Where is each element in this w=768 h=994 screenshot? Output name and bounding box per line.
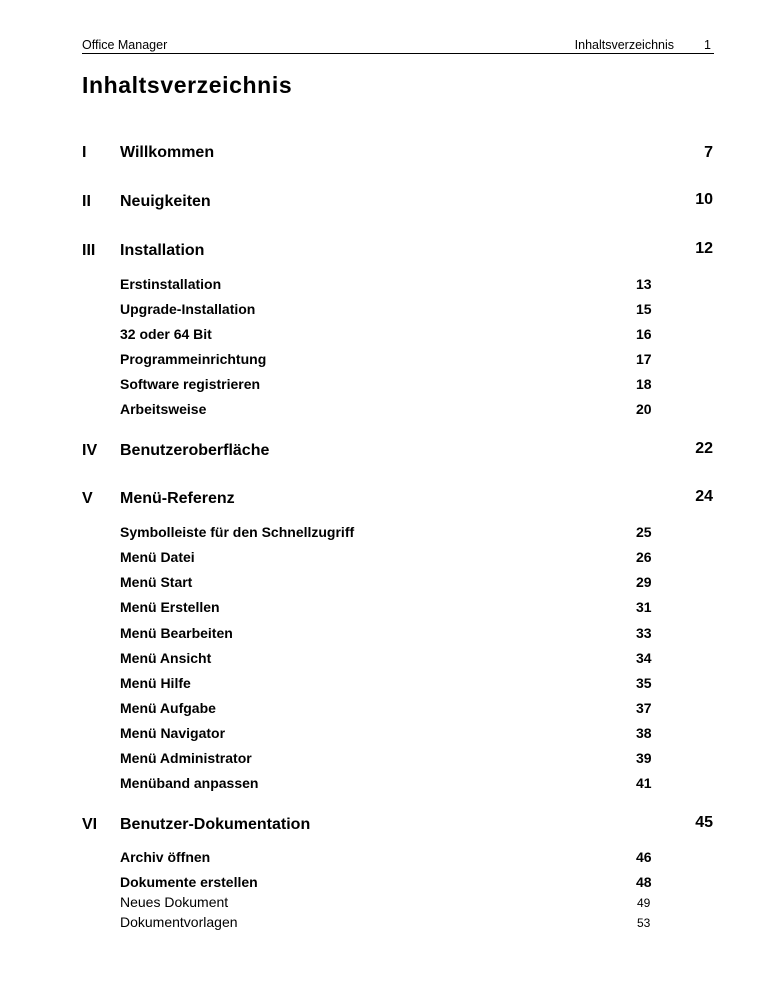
section-title[interactable]: Archiv öffnen xyxy=(120,849,211,865)
subsection-title[interactable]: Dokumentvorlagen xyxy=(120,914,238,930)
section-page-number: 33 xyxy=(636,625,652,641)
section-page-number: 46 xyxy=(636,849,652,865)
section-page-number: 13 xyxy=(636,276,652,292)
section-page-number: 15 xyxy=(636,301,652,317)
subsection-page-number: 49 xyxy=(637,896,651,910)
section-title[interactable]: Menü Navigator xyxy=(120,725,226,741)
chapter-title[interactable]: Menü-Referenz xyxy=(120,490,235,507)
header-page-number: 1 xyxy=(704,38,711,52)
section-page-number: 38 xyxy=(636,725,652,741)
section-title[interactable]: Menü Erstellen xyxy=(120,599,220,615)
section-page-number: 29 xyxy=(636,574,652,590)
section-title[interactable]: Symbolleiste für den Schnellzugriff xyxy=(120,524,355,540)
chapter-title[interactable]: Benutzeroberfläche xyxy=(120,442,270,459)
section-title[interactable]: Arbeitsweise xyxy=(120,401,207,417)
chapter-number: V xyxy=(82,490,93,507)
section-page-number: 18 xyxy=(636,376,652,392)
chapter-page-number: 22 xyxy=(695,440,713,457)
section-title[interactable]: Menü Administrator xyxy=(120,750,252,766)
section-page-number: 20 xyxy=(636,401,652,417)
section-title[interactable]: Menü Hilfe xyxy=(120,675,191,691)
chapter-page-number: 24 xyxy=(695,488,713,505)
chapter-page-number: 7 xyxy=(704,144,713,161)
section-page-number: 37 xyxy=(636,700,652,716)
section-title[interactable]: Dokumente erstellen xyxy=(120,874,258,890)
section-page-number: 31 xyxy=(636,599,652,615)
header-document-title: Office Manager xyxy=(82,38,168,52)
subsection-title[interactable]: Neues Dokument xyxy=(120,894,229,910)
chapter-title[interactable]: Willkommen xyxy=(120,144,215,161)
section-title[interactable]: Menü Ansicht xyxy=(120,650,212,666)
section-page-number: 26 xyxy=(636,549,652,565)
page-title: Inhaltsverzeichnis xyxy=(82,72,293,98)
section-title[interactable]: Menü Datei xyxy=(120,549,195,565)
section-page-number: 39 xyxy=(636,750,652,766)
section-title[interactable]: 32 oder 64 Bit xyxy=(120,326,212,342)
chapter-page-number: 10 xyxy=(695,191,713,208)
chapter-number: I xyxy=(82,144,87,161)
chapter-number: IV xyxy=(82,442,98,459)
subsection-page-number: 53 xyxy=(637,916,651,930)
section-page-number: 16 xyxy=(636,326,652,342)
chapter-page-number: 45 xyxy=(695,814,713,831)
section-page-number: 41 xyxy=(636,775,652,791)
section-page-number: 35 xyxy=(636,675,652,691)
section-title[interactable]: Programmeinrichtung xyxy=(120,351,267,367)
running-header xyxy=(82,37,714,54)
section-page-number: 48 xyxy=(636,874,652,890)
section-title[interactable]: Menü Bearbeiten xyxy=(120,625,233,641)
section-title[interactable]: Menüband anpassen xyxy=(120,775,259,791)
section-title[interactable]: Software registrieren xyxy=(120,376,261,392)
section-page-number: 25 xyxy=(636,524,652,540)
section-page-number: 17 xyxy=(636,351,652,367)
chapter-title[interactable]: Benutzer-Dokumentation xyxy=(120,816,311,833)
chapter-number: III xyxy=(82,242,96,259)
section-title[interactable]: Erstinstallation xyxy=(120,276,222,292)
chapter-page-number: 12 xyxy=(695,240,713,257)
section-page-number: 34 xyxy=(636,650,652,666)
section-title[interactable]: Menü Aufgabe xyxy=(120,700,216,716)
chapter-number: II xyxy=(82,193,91,210)
section-title[interactable]: Menü Start xyxy=(120,574,193,590)
section-title[interactable]: Upgrade-Installation xyxy=(120,301,256,317)
chapter-title[interactable]: Installation xyxy=(120,242,205,259)
chapter-number: VI xyxy=(82,816,98,833)
header-section-title: Inhaltsverzeichnis xyxy=(574,38,674,52)
chapter-title[interactable]: Neuigkeiten xyxy=(120,193,211,210)
